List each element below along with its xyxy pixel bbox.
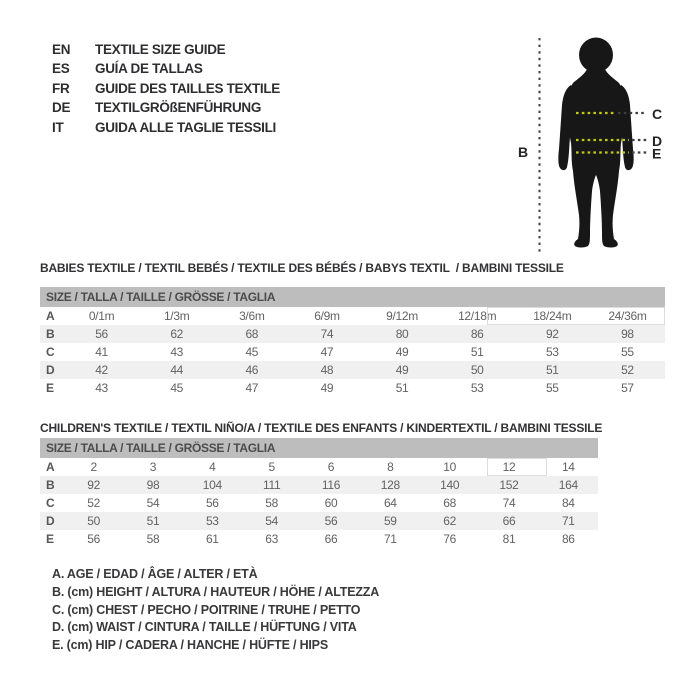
lang-row-en — [52, 40, 280, 59]
table-row-hip — [40, 530, 598, 548]
lang-row-es — [52, 59, 280, 78]
table-cell: 54 — [146, 496, 160, 510]
table-cell: 116 — [321, 478, 341, 492]
table-cell: 49 — [320, 381, 334, 395]
table-cell: 44 — [170, 363, 184, 377]
table-cell: 71 — [383, 532, 397, 546]
table-cell: 55 — [545, 381, 559, 395]
table-cell: 45 — [245, 345, 259, 359]
table-cell: 92 — [545, 327, 559, 341]
table-cell: 18/24m — [533, 309, 572, 323]
table-cell: 55 — [621, 345, 634, 359]
size-header-bar: SIZE / TALLA / TAILLE / GRÖSSE / TAGLIA — [40, 438, 598, 458]
table-cell: 45 — [170, 381, 184, 395]
table-cell: 47 — [320, 345, 334, 359]
table-row-hip — [40, 379, 665, 397]
table-cell: 56 — [205, 496, 219, 510]
lang-code: FR — [52, 80, 70, 96]
table-cell: 53 — [205, 514, 219, 528]
lang-title: GUIDE DES TAILLES TEXTILE — [95, 80, 281, 96]
legend-line-waist: D. (cm) WAIST / CINTURA / TAILLE / HÜFTUNG / VITA — [52, 620, 357, 635]
row-label: E — [46, 532, 54, 546]
size-header-bar: SIZE / TALLA / TAILLE / GRÖSSE / TAGLIA — [40, 287, 665, 307]
table-cell: 80 — [395, 327, 409, 341]
table-cell: 5 — [268, 460, 275, 474]
table-cell: 86 — [561, 532, 575, 546]
table-cell: 76 — [443, 532, 457, 546]
language-title-list — [52, 40, 280, 137]
table-cell: 58 — [265, 496, 279, 510]
table-cell: 71 — [561, 514, 575, 528]
table-cell: 68 — [443, 496, 457, 510]
lang-title: TEXTILGRÖßENFÜHRUNG — [95, 100, 262, 116]
table-cell: 66 — [502, 514, 516, 528]
table-cell: 42 — [95, 363, 108, 377]
row-label: D — [46, 514, 55, 528]
row-label: A — [46, 460, 55, 474]
children-size-table — [40, 438, 598, 548]
height-label: B — [518, 144, 528, 160]
table-cell: 63 — [265, 532, 279, 546]
table-cell: 3/6m — [239, 309, 265, 323]
legend-line-height: B. (cm) HEIGHT / ALTURA / HAUTEUR / HÖHE / ALTEZZA — [52, 584, 380, 599]
child-silhouette-figure — [505, 25, 675, 260]
row-label: E — [46, 381, 54, 395]
legend-line-hip: E. (cm) HIP / CADERA / HANCHE / HÜFTE / HIPS — [52, 638, 328, 653]
table-cell: 12/18m — [458, 309, 497, 323]
table-cell: 3 — [149, 460, 157, 474]
table-cell: 51 — [146, 514, 160, 528]
table-cell: 58 — [146, 532, 160, 546]
row-label: B — [46, 478, 55, 492]
table-cell: 62 — [170, 327, 184, 341]
table-cell: 49 — [395, 363, 409, 377]
table-cell: 6 — [327, 460, 335, 474]
table-cell: 52 — [87, 496, 101, 510]
table-cell: 10 — [443, 460, 457, 474]
table-cell: 56 — [87, 532, 101, 546]
table-cell: 104 — [202, 478, 222, 492]
table-row-chest — [40, 343, 665, 361]
table-cell: 92 — [87, 478, 101, 492]
table-cell: 59 — [383, 514, 397, 528]
table-row-waist — [40, 361, 665, 379]
lang-row-de — [52, 98, 280, 117]
legend-line-age: A. AGE / EDAD / ÂGE / ALTER / ETÀ — [52, 567, 258, 581]
table-cell: 62 — [443, 514, 457, 528]
table-cell: 61 — [205, 532, 219, 546]
babies-table-title: BABIES TEXTILE / TEXTIL BEBÉS / TEXTILE DES BÉBÉS / BABYS TEXTIL / BAMBINI TESSILE — [40, 261, 564, 275]
table-cell: 98 — [146, 478, 160, 492]
table-row-age — [40, 458, 598, 476]
table-cell: 53 — [470, 381, 484, 395]
lang-code: IT — [52, 119, 64, 135]
table-cell: 56 — [95, 327, 108, 341]
table-cell: 50 — [470, 363, 484, 377]
table-cell: 66 — [324, 532, 338, 546]
table-cell: 12 — [502, 460, 516, 474]
measurement-legend — [52, 566, 379, 655]
children-table-title: CHILDREN'S TEXTILE / TEXTIL NIÑO/A / TEXTILE DES ENFANTS / KINDERTEXTIL / BAMBINI TESSILE — [40, 421, 603, 435]
table-cell: 50 — [87, 514, 101, 528]
table-cell: 84 — [561, 496, 575, 510]
lang-title: GUIDA ALLE TAGLIE TESSILI — [95, 119, 276, 135]
child-silhouette — [558, 38, 633, 248]
table-cell: 24/36m — [608, 309, 647, 323]
waist-label: D — [652, 133, 662, 149]
table-cell: 64 — [383, 496, 397, 510]
lang-row-it — [52, 118, 280, 137]
lang-row-fr — [52, 79, 280, 98]
table-cell: 43 — [170, 345, 184, 359]
table-cell: 86 — [470, 327, 484, 341]
table-cell: 74 — [502, 496, 516, 510]
table-cell: 56 — [324, 514, 338, 528]
row-label: D — [46, 363, 55, 377]
table-cell: 57 — [621, 381, 634, 395]
chest-label: C — [652, 106, 662, 122]
table-cell: 60 — [324, 496, 338, 510]
hip-label: E — [652, 145, 662, 162]
table-row-height — [40, 476, 598, 494]
table-row-waist — [40, 512, 598, 530]
table-cell: 53 — [545, 345, 559, 359]
table-cell: 51 — [545, 363, 559, 377]
row-label: C — [46, 496, 55, 510]
table-cell: 6/9m — [314, 309, 340, 323]
table-cell: 68 — [245, 327, 259, 341]
table-row-age — [40, 307, 665, 325]
table-cell: 164 — [558, 478, 578, 492]
row-label: A — [46, 309, 55, 323]
table-cell: 1/3m — [163, 309, 190, 323]
table-cell: 81 — [502, 532, 516, 546]
lang-code: ES — [52, 61, 70, 77]
table-cell: 8 — [387, 460, 394, 474]
table-cell: 48 — [320, 363, 334, 377]
lang-title: GUÍA DE TALLAS — [95, 61, 203, 77]
row-label: C — [46, 345, 55, 359]
lang-code: DE — [52, 100, 71, 116]
table-cell: 152 — [499, 478, 519, 492]
table-cell: 2 — [90, 460, 97, 474]
table-cell: 9/12m — [386, 309, 418, 323]
table-cell: 43 — [95, 381, 108, 395]
table-cell: 111 — [262, 478, 281, 492]
table-cell: 49 — [395, 345, 409, 359]
table-cell: 0/1m — [88, 309, 115, 323]
table-cell: 52 — [621, 363, 634, 377]
row-label: B — [46, 327, 55, 341]
legend-line-chest: C. (cm) CHEST / PECHO / POITRINE / TRUHE / PETTO — [52, 602, 361, 617]
table-cell: 41 — [95, 345, 108, 359]
table-cell: 54 — [265, 514, 279, 528]
table-cell: 47 — [245, 381, 259, 395]
table-cell: 51 — [470, 345, 484, 359]
table-cell: 140 — [440, 478, 460, 492]
table-cell: 46 — [245, 363, 259, 377]
table-cell: 14 — [561, 460, 575, 474]
table-row-chest — [40, 494, 598, 512]
table-cell: 51 — [395, 381, 409, 395]
table-cell: 74 — [320, 327, 334, 341]
lang-title: TEXTILE SIZE GUIDE — [95, 42, 226, 57]
table-cell: 128 — [380, 478, 400, 492]
table-cell: 4 — [209, 460, 216, 474]
table-row-height — [40, 325, 665, 343]
babies-size-table — [40, 287, 665, 397]
table-cell: 98 — [621, 327, 634, 341]
lang-code: EN — [52, 42, 71, 57]
